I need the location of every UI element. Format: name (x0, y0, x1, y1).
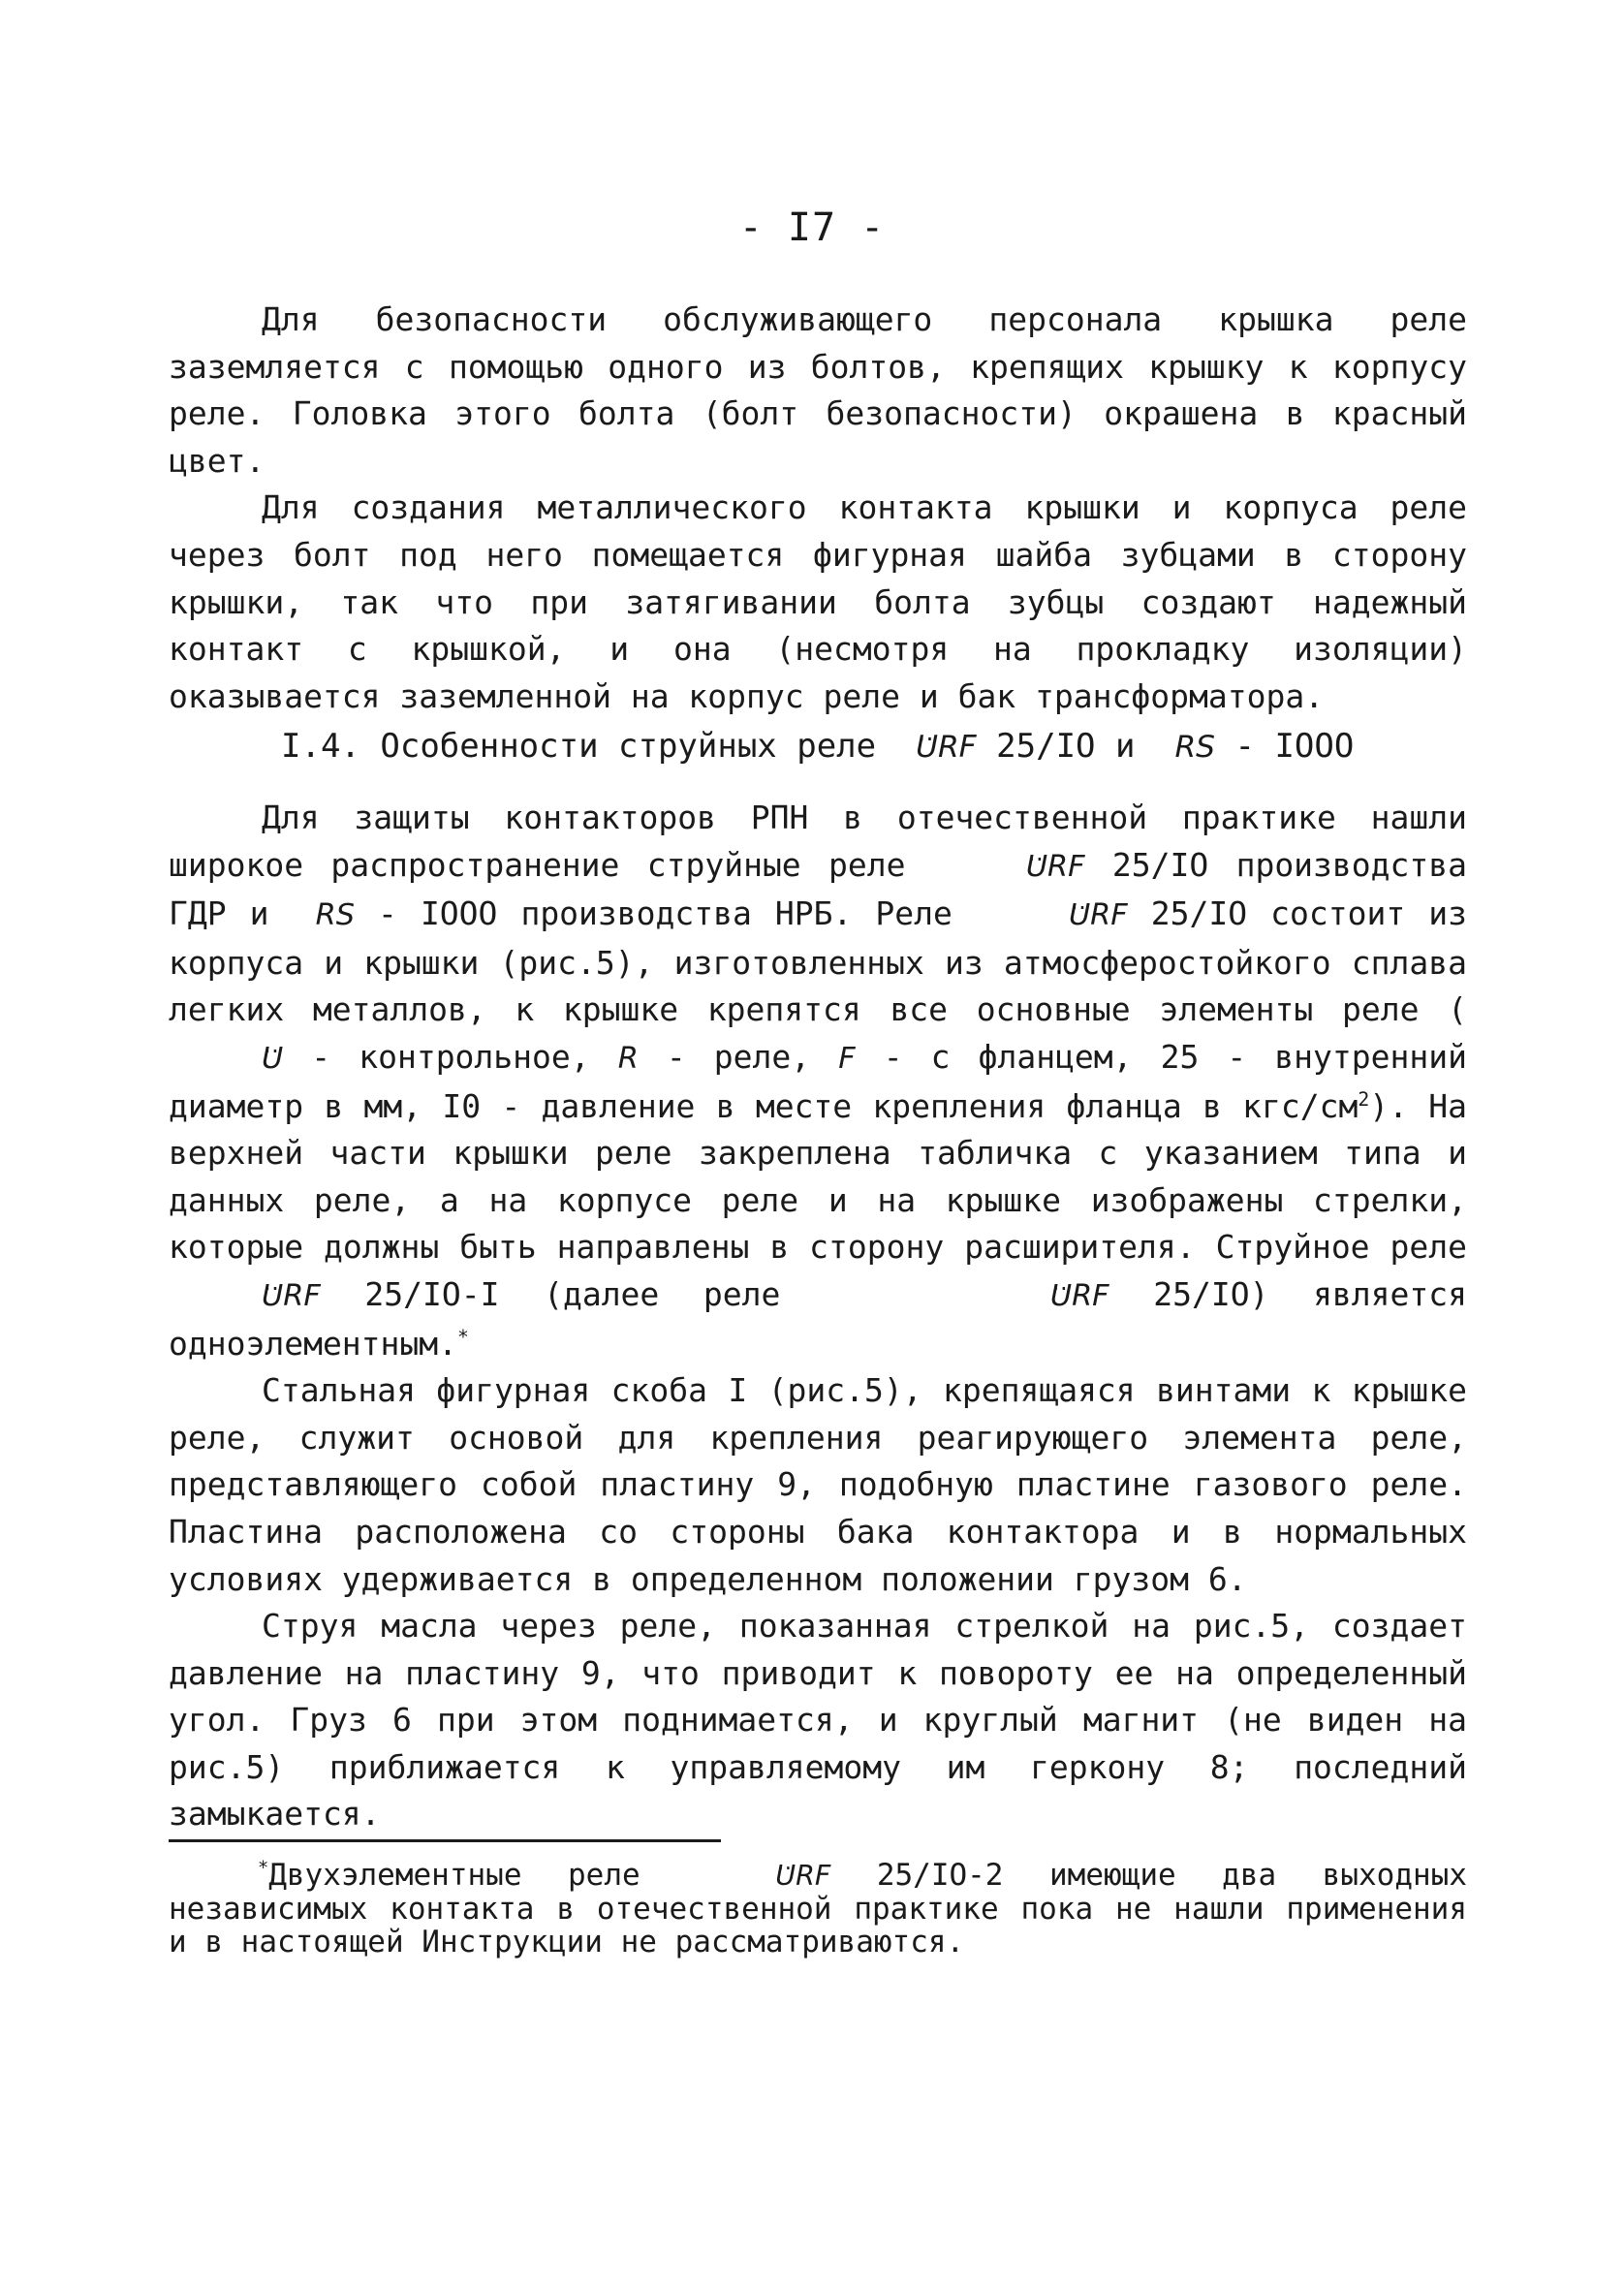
paragraph-3 (169, 795, 1467, 1367)
paragraph-2: Для создания металлического контакта крышки и корпуса реле через болт под него помещается фигурная шайба зубцами в сторону крышки, так что при затягивании болта зубцы создают надежный контакт с крышкой, и она (несмотря на прокладку изоляции) оказывается заземленной на корпус реле и бак трансформатора. (169, 488, 1467, 715)
p3-urf-2: .. URF (976, 893, 1128, 940)
p3-text-1: Для защиты контакторов РПН в отечественной практике нашли широкое распространение струйные реле (169, 799, 1467, 884)
p3-rs: RS (315, 898, 355, 933)
p3-urf-4: .. URF (957, 1273, 1109, 1321)
paragraph-4: Стальная фигурная скоба I (рис.5), крепящаяся винтами к крышке реле, служит основой для крепления реагирующего элемента реле, представляющего собой пластину 9, подобную пластине газового реле. Пластина расположена со стороны бака контактора и в нормальных условиях удерживается в определенном положении грузом 6. (169, 1371, 1467, 1598)
footnote-ref-marker: * (457, 1325, 469, 1348)
paragraph-1: Для безопасности обслуживающего персонала крышка реле заземляется с помощью одного из болтов, крепящих крышку к корпусу реле. Головка этого болта (болт безопасности) окрашена в красный цвет. (169, 300, 1467, 480)
p3-superscript: 2 (1358, 1087, 1370, 1111)
p3-text-10: 25/IO) является одноэлементным. (169, 1274, 1468, 1363)
p3-urf-3: .. URF (169, 1273, 321, 1321)
p3-text-6: - реле, (666, 1037, 811, 1076)
footnote-text-1: Двухэлементные реле (268, 1858, 640, 1893)
heading-conjunction: и (1115, 727, 1136, 766)
p3-text-8: ). На верхней части крышки реле закреплена табличка с указанием типа и данных реле, а на корпусе реле и на крышке изображены стрелки, которые должны быть направлены в сторону расширителя. Струйное реле (169, 1086, 1467, 1267)
p3-text-5: - контрольное, (311, 1037, 590, 1076)
footnote (169, 1859, 1467, 1959)
section-number: I.4. (281, 727, 360, 766)
relay-rating-rs: - IOOO (1234, 727, 1355, 766)
section-title: Особенности струйных реле (380, 727, 877, 766)
p3-u: .. U (169, 1036, 283, 1083)
footnote-text-2: 25/IO-2 имеющие два выходных независимых контакта в отечественной практике пока не нашли применения и в настоящей Инструкции не рассматриваются. (169, 1858, 1467, 1960)
relay-name-urf: .. URF (916, 724, 977, 770)
section-heading (281, 723, 1354, 770)
footnote-divider (169, 1839, 721, 1842)
footnote-urf: .. URF (686, 1860, 830, 1893)
paragraph-5: Струя масла через реле, показанная стрелкой на рис.5, создает давление на пластину 9, что приводит к повороту ее на определенный угол. Груз 6 при этом поднимается, и круглый магнит (не виден на рис.5) приближается к управляемому им геркону 8; последний замыкается. (169, 1607, 1467, 1834)
page-number: - I7 - (738, 205, 886, 250)
p3-f: F (838, 1041, 856, 1076)
p3-urf: .. URF (933, 844, 1085, 892)
relay-name-rs: RS (1174, 730, 1216, 765)
p3-r: R (617, 1041, 639, 1076)
relay-rating-urf: 25/IO (996, 727, 1096, 766)
p3-text-9: 25/IO-I (далее реле (364, 1274, 781, 1313)
p3-text-7: - с фланцем, 25 - внутренний диаметр в мм, I0 - давление в месте крепления фланца в кгс/см (169, 1037, 1467, 1125)
p3-text-2: 25/IO производства ГДР и (169, 845, 1467, 933)
body-text-bottom (169, 795, 1467, 1838)
footnote-text (169, 1859, 1467, 1959)
p3-text-3: - IOOO производства НРБ. Реле (378, 894, 953, 933)
body-text-top (169, 297, 1467, 720)
footnote-marker: * (258, 1858, 269, 1879)
p3-text-4: 25/IO состоит из корпуса и крышки (рис.5), изготовленных из атмосферостойкого сплава легких металлов, к крышке крепятся все основные элементы реле ( (169, 894, 1467, 1029)
